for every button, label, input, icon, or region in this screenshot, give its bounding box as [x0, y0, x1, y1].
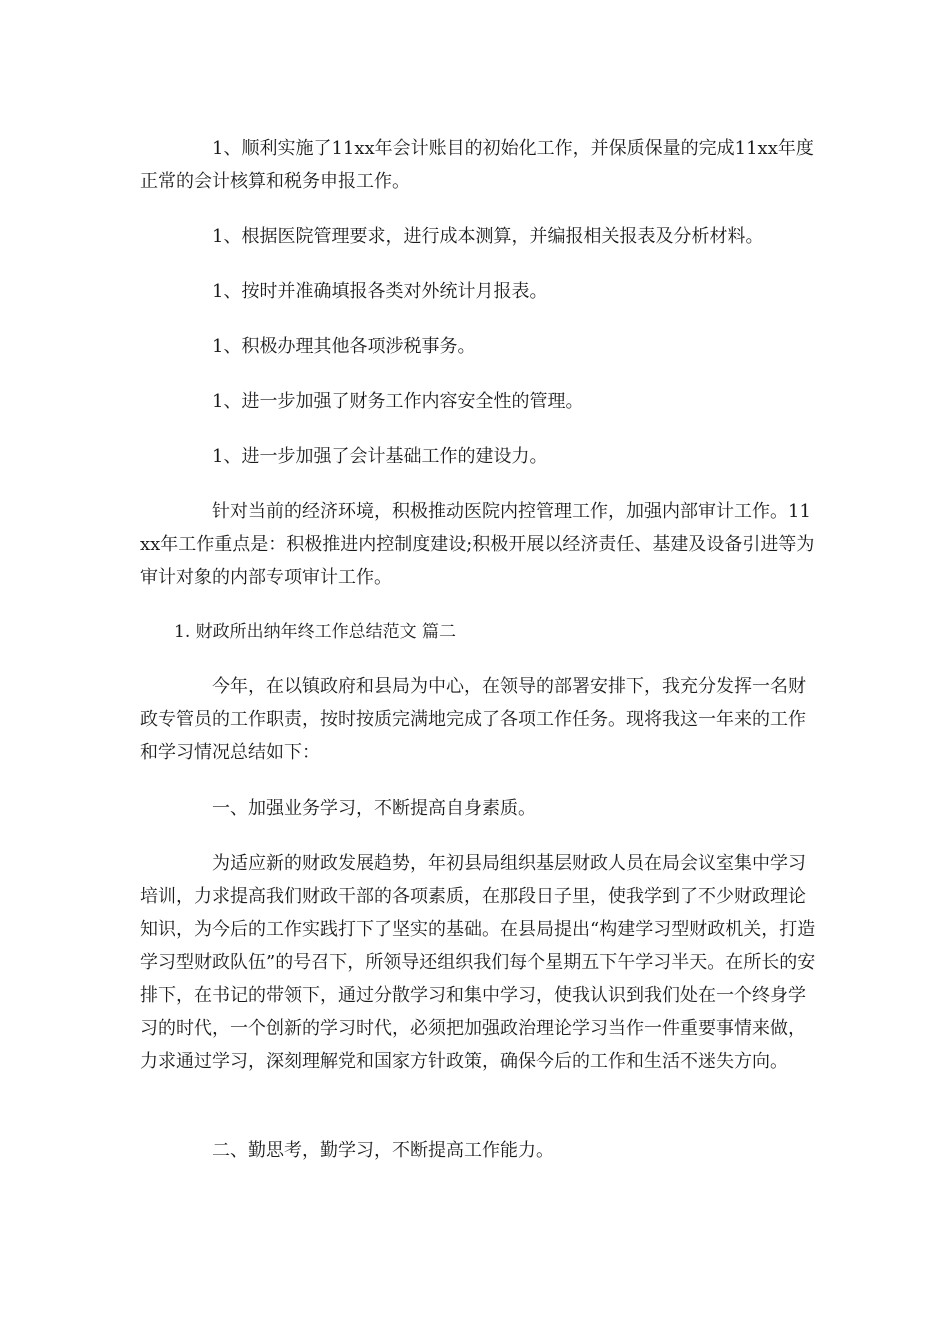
paragraph-7: 针对当前的经济环境，积极推动医院内控管理工作，加强内部审计工作。11xx年工作重点是：积极推进内控制度建设;积极开展以经济责任、基建及设备引进等为审计对象的内部专项审计工作。	[140, 501, 815, 588]
paragraph-4: 1、积极办理其他各项涉税事务。	[212, 336, 476, 357]
paragraph-6: 1、进一步加强了会计基础工作的建设力。	[212, 446, 548, 467]
section-paragraph-4: 二、勤思考，勤学习，不断提高工作能力。	[212, 1140, 554, 1161]
section-heading: 1. 财政所出纳年终工作总结范文 篇二	[174, 622, 457, 642]
paragraph-3: 1、按时并准确填报各类对外统计月报表。	[212, 281, 548, 302]
section-paragraph-2: 一、加强业务学习，不断提高自身素质。	[212, 798, 536, 819]
section-paragraph-3: 为适应新的财政发展趋势，年初县局组织基层财政人员在局会议室集中学习培训，力求提高我们财政干部的各项素质，在那段日子里，使我学到了不少财政理论知识，为今后的工作实践打下了坚实的基础。在县局提出“构建学习型财政机关，打造学习型财政队伍”的号召下，所领导还组织我们每个星期五下午学习半天。在所长的安排下，在书记的带领下，通过分散学习和集中学习，使我认识到我们处在一个终身学习的时代，一个创新的学习时代，必须把加强政治理论学习当作一件重要事情来做，力求通过学习，深刻理解党和国家方针政策，确保今后的工作和生活不迷失方向。	[140, 853, 816, 1072]
paragraph-2: 1、根据医院管理要求，进行成本测算，并编报相关报表及分析材料。	[212, 226, 764, 247]
paragraph-5: 1、进一步加强了财务工作内容安全性的管理。	[212, 391, 584, 412]
section-paragraph-1: 今年，在以镇政府和县局为中心，在领导的部署安排下，我充分发挥一名财政专管员的工作职责，按时按质完满地完成了各项工作任务。现将我这一年来的工作和学习情况总结如下：	[140, 676, 806, 763]
paragraph-1: 1、顺利实施了11xx年会计账目的初始化工作，并保质保量的完成11xx年度正常的会计核算和税务申报工作。	[140, 138, 814, 192]
